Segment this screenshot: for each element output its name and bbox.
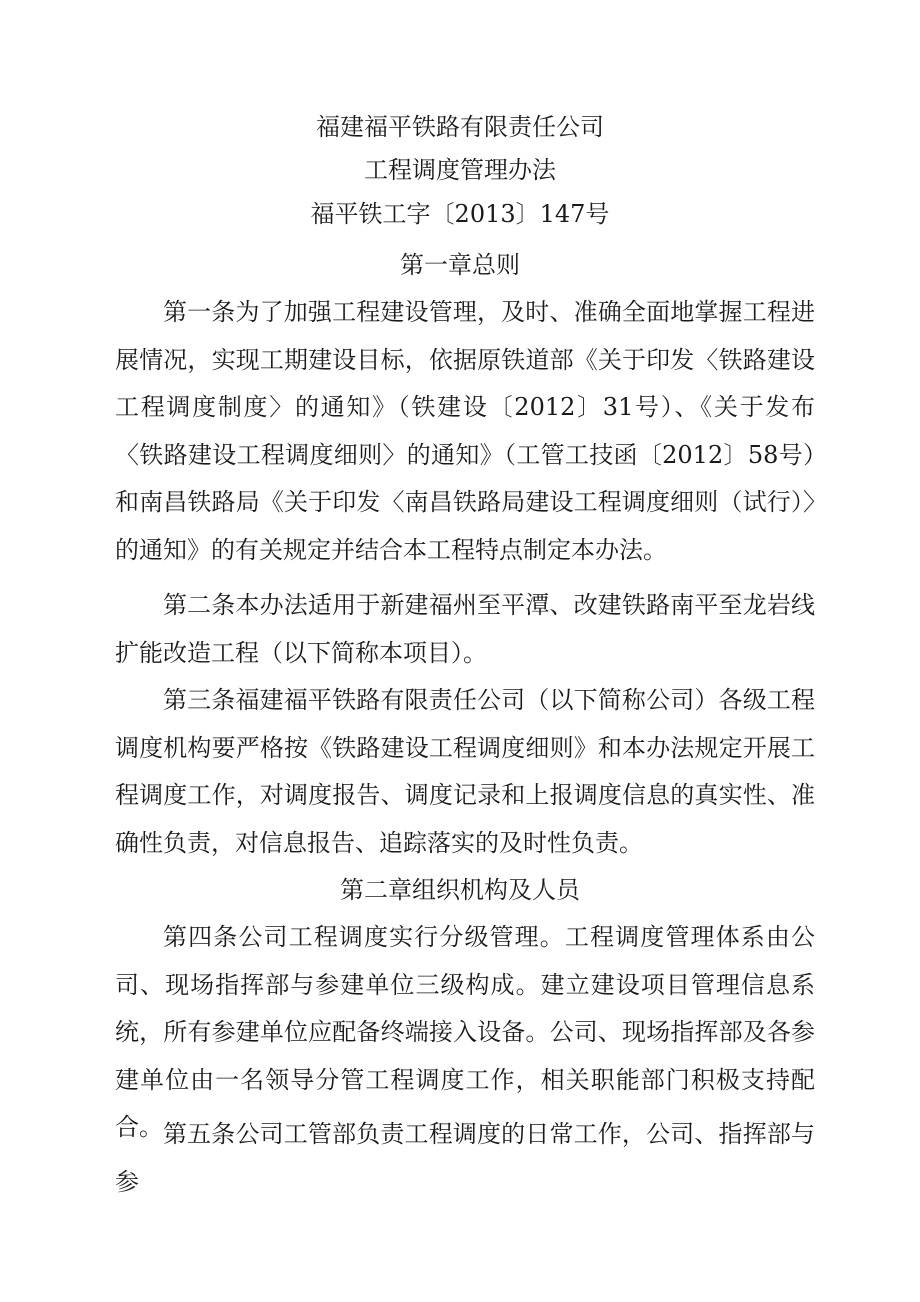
chapter-2-heading: 第二章组织机构及人员: [340, 876, 580, 904]
article-5: 第五条公司工管部负责工程调度的日常工作，公司、指挥部与参: [115, 1120, 815, 1196]
article-4: 第四条公司工程调度实行分级管理。工程调度管理体系由公司、现场指挥部与参建单位三级构成。建立建设项目管理信息系统，所有参建单位应配备终端接入设备。公司、现场指挥部及各参建单位由一名领导分管工程调度工作，相关职能部门积极支持配合。: [115, 923, 815, 1141]
company-title: 福建福平铁路有限责任公司: [316, 113, 604, 141]
chapter-1-heading: 第一章总则: [400, 251, 520, 279]
article-3: 第三条福建福平铁路有限责任公司（以下简称公司）各级工程调度机构要严格按《铁路建设工程调度细则》和本办法规定开展工程调度工作，对调度报告、调度记录和上报调度信息的真实性、准确性负责，对信息报告、追踪落实的及时性负责。: [115, 686, 815, 857]
document-title: 工程调度管理办法: [364, 156, 556, 184]
document-number: 福平铁工字〔2013〕147号: [310, 200, 610, 228]
article-2: 第二条本办法适用于新建福州至平潭、改建铁路南平至龙岩线扩能改造工程（以下简称本项目）。: [115, 591, 815, 667]
article-1: 第一条为了加强工程建设管理，及时、准确全面地掌握工程进展情况，实现工期建设目标，依据原铁道部《关于印发〈铁路建设工程调度制度〉的通知》（铁建设〔2012〕31号）、《关于发布〈铁路建设工程调度细则〉的通知》（工管工技函〔2012〕58号）和南昌铁路局《关于印发〈南昌铁路局建设工程调度细则（试行）〉的通知》的有关规定并结合本工程特点制定本办法。: [115, 298, 815, 564]
